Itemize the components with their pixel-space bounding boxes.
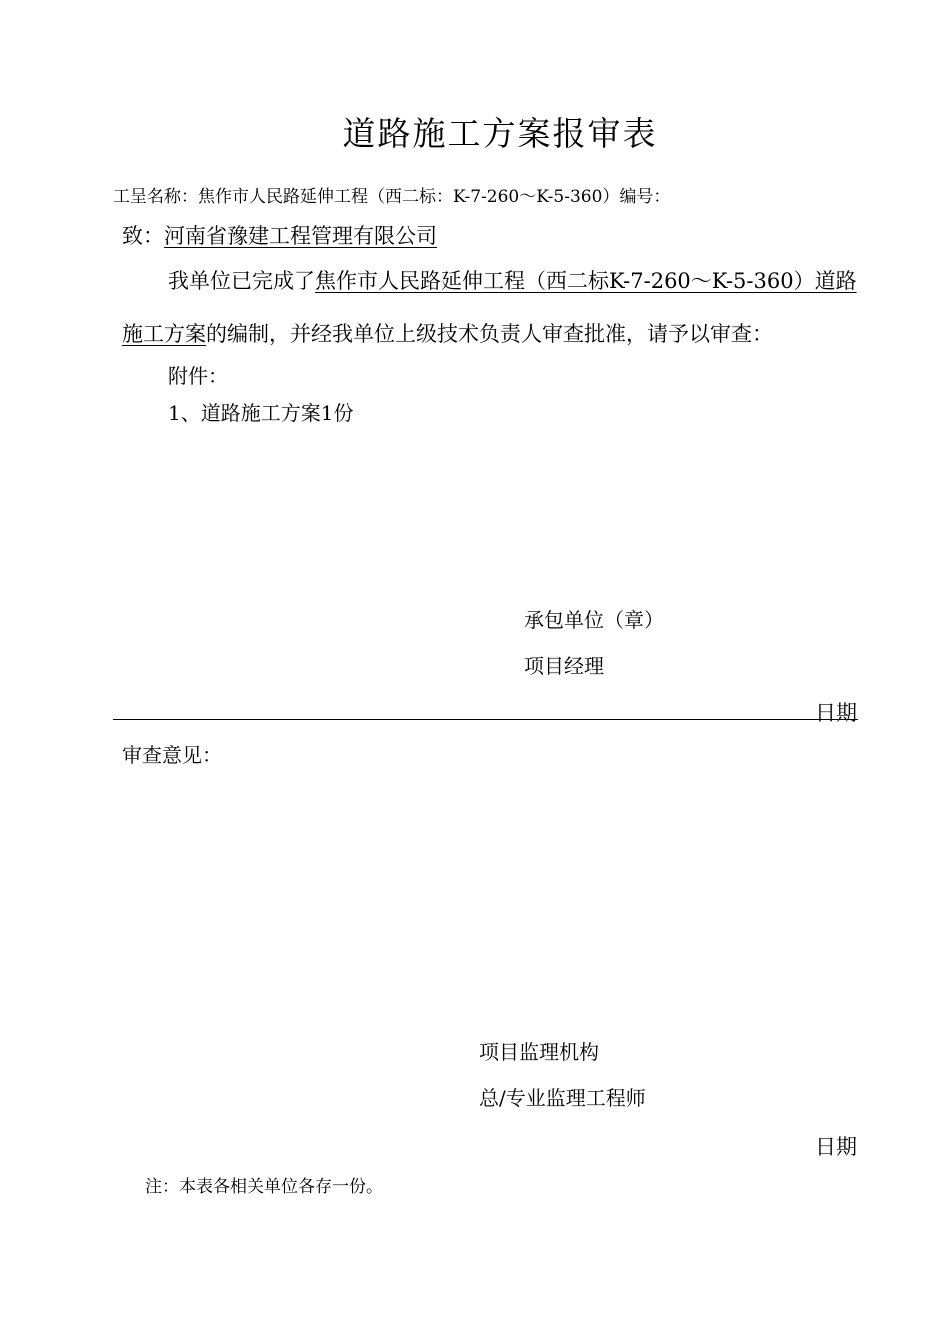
contractor-date-label: 日期 bbox=[815, 701, 857, 725]
attachments-heading: 附件： bbox=[168, 364, 228, 388]
statement-line-1 bbox=[168, 265, 857, 295]
footnote: 注：本表各相关单位各存一份。 bbox=[145, 1177, 383, 1197]
supervision-engineer-label: 总/专业监理工程师 bbox=[479, 1086, 646, 1110]
recipient-name: 河南省豫建工程管理有限公司 bbox=[164, 224, 437, 248]
form-title: 道路施工方案报审表 bbox=[342, 114, 658, 153]
review-opinion-label: 审查意见： bbox=[122, 743, 222, 767]
statement-line-2 bbox=[122, 318, 773, 348]
recipient-prefix: 致： bbox=[122, 224, 164, 248]
statement-project: 焦作市人民路延伸工程（西二标K-7-260〜K-5-360）道路 bbox=[315, 269, 857, 293]
project-name-line bbox=[113, 182, 670, 207]
supervision-org-label: 项目监理机构 bbox=[479, 1040, 599, 1064]
statement-request: 的编制，并经我单位上级技术负责人审查批准，请予以审查： bbox=[206, 322, 773, 346]
statement-intro: 我单位已完成了 bbox=[168, 269, 315, 293]
project-manager-label: 项目经理 bbox=[524, 654, 604, 678]
section-divider bbox=[113, 719, 858, 720]
supervisor-date-label: 日期 bbox=[815, 1135, 857, 1159]
statement-project-cont: 施工方案 bbox=[122, 322, 206, 346]
recipient-line bbox=[122, 220, 437, 250]
project-name-value: 焦作市人民路延伸工程（西二标：K-7-260〜K-5-360） bbox=[198, 187, 620, 207]
contractor-unit-label: 承包单位（章） bbox=[524, 608, 664, 632]
attachment-item: 1、道路施工方案1份 bbox=[168, 401, 354, 425]
form-number-label: 编号： bbox=[619, 187, 671, 207]
project-name-label: 工呈名称： bbox=[113, 187, 198, 207]
